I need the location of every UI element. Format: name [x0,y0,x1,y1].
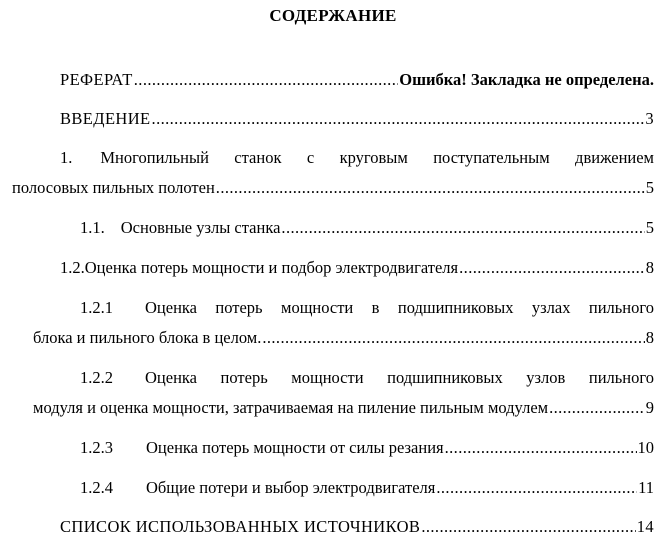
toc-entry-page: 5 [645,218,654,237]
toc-entry-error: Ошибка! Закладка не определена. [399,70,654,89]
toc-entry-label: Общие потери и выбор электродвигателя [146,478,436,497]
toc-entry-label: ВВЕДЕНИЕ [60,109,151,128]
toc-entry-label-line1: Оценка потерь мощности подшипниковых узлов пильного [145,368,654,387]
toc-entry-page: 8 [645,328,654,347]
toc-entry-1-2-3[interactable] [80,438,654,458]
toc-leader-dots [216,178,645,198]
toc-entry-number: 1.1. [80,218,105,237]
toc-entry-label: РЕФЕРАТ [60,70,133,89]
toc-leader-dots [152,109,645,129]
toc-entry-1-1[interactable] [80,218,654,238]
toc-entry-line1 [80,368,654,388]
toc-leader-dots [262,328,644,348]
toc-leader-dots [459,258,645,278]
toc-leader-dots [281,218,644,238]
toc-entry-page: 5 [645,178,654,197]
document-title: СОДЕРЖАНИЕ [269,6,397,25]
toc-entry-line2 [33,328,654,348]
toc-leader-dots [549,398,645,418]
toc-entry-number: 1.2.1 [80,298,113,317]
toc-entry-page: 9 [645,398,654,417]
toc-entry-line1 [80,298,654,318]
toc-entry-line2 [12,178,654,198]
toc-entry-page: 8 [645,258,654,277]
toc-entry-label-line1: Оценка потерь мощности в подшипниковых узлах пильного [145,298,654,317]
toc-entry-line1 [60,148,654,168]
toc-entry-label-line1: Многопильный станок с круговым поступательным движением [100,148,654,167]
toc-entry-page: 11 [638,478,654,497]
toc-entry-abstract[interactable] [60,70,654,90]
toc-entry-1-2[interactable] [60,258,654,278]
toc-leader-dots [134,70,398,90]
toc-entry-page: 14 [636,517,654,536]
toc-entry-1-2-4[interactable] [80,478,654,498]
toc-entry-label: Основные узлы станка [120,218,281,237]
toc-entry-references[interactable] [60,517,654,537]
toc-entry-page: 3 [645,109,654,128]
toc-entry-label-line2: полосовых пильных полотен [12,178,215,197]
toc-entry-number: 1.2.2 [80,368,113,387]
toc-entry-number: 1.2.4 [80,478,113,497]
toc-entry-label: СПИСОК ИСПОЛЬЗОВАННЫХ ИСТОЧНИКОВ [60,517,421,536]
toc-entry-line2 [33,398,654,418]
toc-entry-introduction[interactable] [60,109,654,129]
toc-entry-label: Оценка потерь мощности от силы резания [146,438,444,457]
toc-leader-dots [421,517,635,537]
toc-entry-label: 1.2.Оценка потерь мощности и подбор электродвигателя [60,258,459,277]
toc-leader-dots [445,438,637,458]
toc-entry-number: 1. [60,148,73,167]
toc-entry-page: 10 [637,438,654,457]
toc-entry-label-line2: блока и пильного блока в целом. [33,328,262,347]
toc-entry-label-line2: модуля и оценка мощности, затрачиваемая на пиление пильным модулем [33,398,549,417]
toc-leader-dots [436,478,637,498]
toc-entry-number: 1.2.3 [80,438,113,457]
